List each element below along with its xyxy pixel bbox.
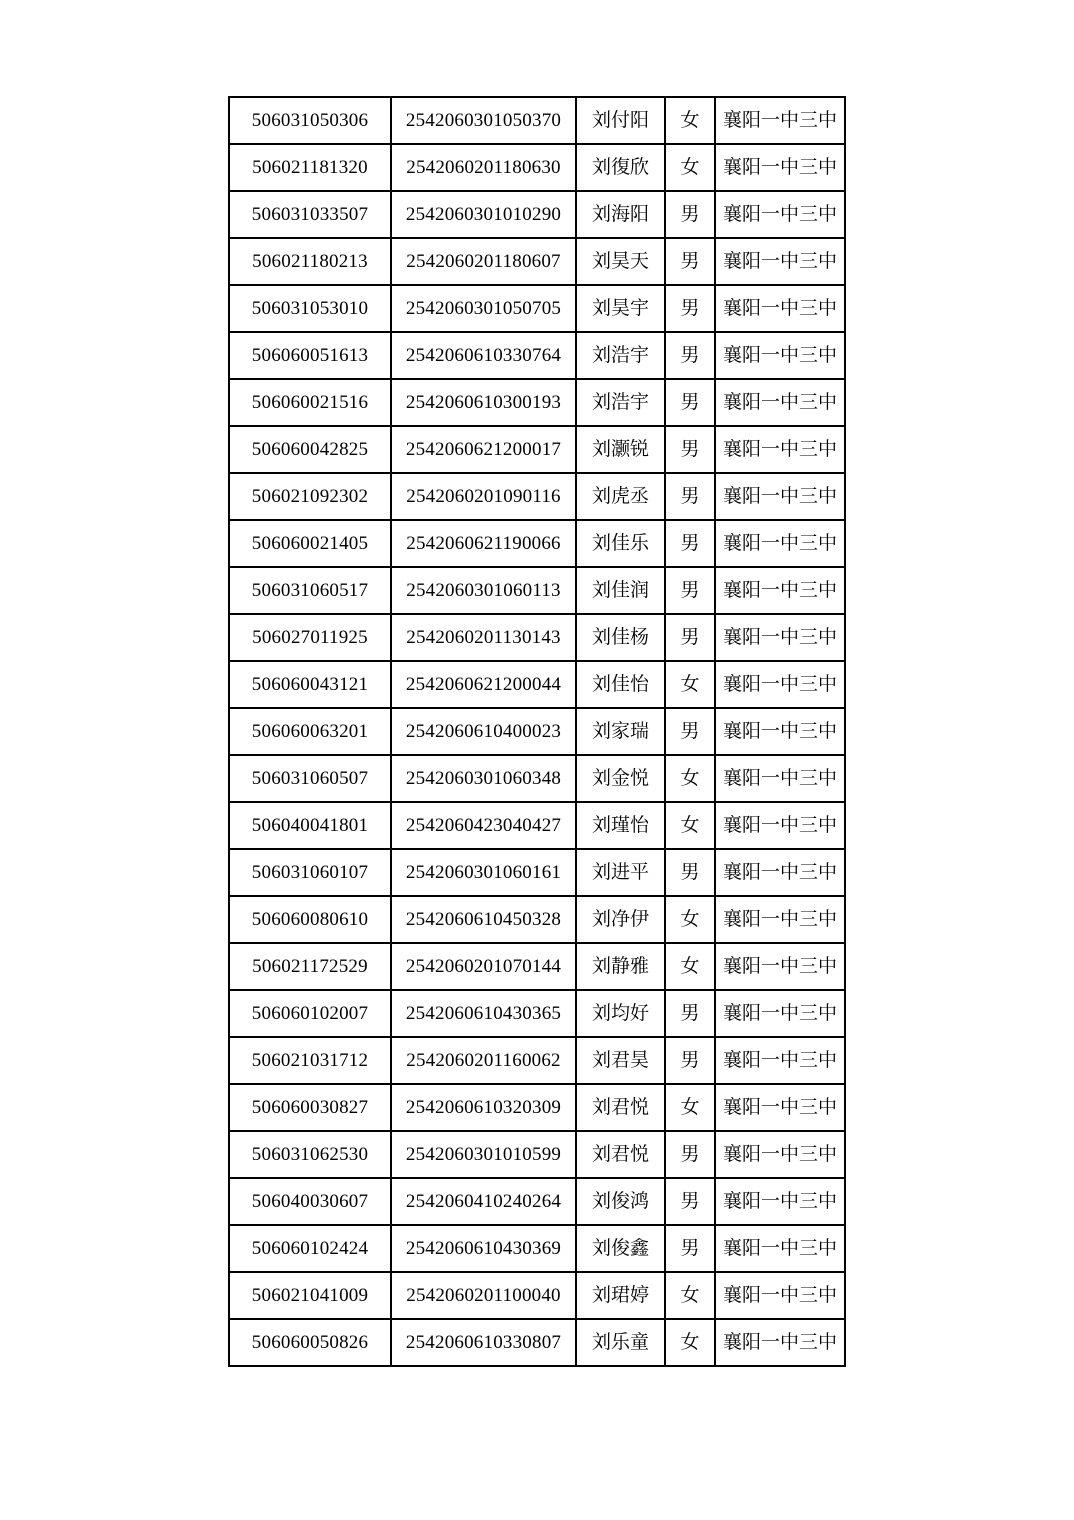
table-row bbox=[229, 802, 845, 849]
school-cell: 襄阳一中三中 bbox=[715, 943, 845, 990]
exam-number-cell: 506060021405 bbox=[229, 520, 391, 567]
exam-number-cell: 506040030607 bbox=[229, 1178, 391, 1225]
school-cell: 襄阳一中三中 bbox=[715, 708, 845, 755]
table-row bbox=[229, 144, 845, 191]
school-cell: 襄阳一中三中 bbox=[715, 520, 845, 567]
table-row bbox=[229, 567, 845, 614]
table-row bbox=[229, 1131, 845, 1178]
name-cell: 刘昊天 bbox=[576, 238, 665, 285]
exam-number-cell: 506060080610 bbox=[229, 896, 391, 943]
table-row bbox=[229, 520, 845, 567]
table-row bbox=[229, 661, 845, 708]
gender-cell: 男 bbox=[665, 990, 715, 1037]
registration-number-cell: 2542060201090116 bbox=[391, 473, 576, 520]
name-cell: 刘復欣 bbox=[576, 144, 665, 191]
school-cell: 襄阳一中三中 bbox=[715, 1319, 845, 1366]
registration-number-cell: 2542060301060113 bbox=[391, 567, 576, 614]
school-cell: 襄阳一中三中 bbox=[715, 1178, 845, 1225]
table-row bbox=[229, 755, 845, 802]
exam-number-cell: 506021172529 bbox=[229, 943, 391, 990]
gender-cell: 女 bbox=[665, 1319, 715, 1366]
exam-number-cell: 506031050306 bbox=[229, 97, 391, 144]
name-cell: 刘付阳 bbox=[576, 97, 665, 144]
student-list-table bbox=[228, 96, 846, 1367]
exam-number-cell: 506031060517 bbox=[229, 567, 391, 614]
name-cell: 刘佳怡 bbox=[576, 661, 665, 708]
registration-number-cell: 2542060410240264 bbox=[391, 1178, 576, 1225]
table-row bbox=[229, 426, 845, 473]
name-cell: 刘君悦 bbox=[576, 1131, 665, 1178]
table-row bbox=[229, 238, 845, 285]
registration-number-cell: 2542060301010599 bbox=[391, 1131, 576, 1178]
gender-cell: 男 bbox=[665, 520, 715, 567]
gender-cell: 男 bbox=[665, 708, 715, 755]
school-cell: 襄阳一中三中 bbox=[715, 849, 845, 896]
name-cell: 刘家瑞 bbox=[576, 708, 665, 755]
gender-cell: 男 bbox=[665, 849, 715, 896]
gender-cell: 男 bbox=[665, 1037, 715, 1084]
school-cell: 襄阳一中三中 bbox=[715, 1225, 845, 1272]
table-row bbox=[229, 990, 845, 1037]
table-row bbox=[229, 849, 845, 896]
name-cell: 刘海阳 bbox=[576, 191, 665, 238]
registration-number-cell: 2542060201130143 bbox=[391, 614, 576, 661]
registration-number-cell: 2542060201180607 bbox=[391, 238, 576, 285]
exam-number-cell: 506060063201 bbox=[229, 708, 391, 755]
school-cell: 襄阳一中三中 bbox=[715, 1131, 845, 1178]
exam-number-cell: 506021180213 bbox=[229, 238, 391, 285]
exam-number-cell: 506060043121 bbox=[229, 661, 391, 708]
registration-number-cell: 2542060301050705 bbox=[391, 285, 576, 332]
exam-number-cell: 506021092302 bbox=[229, 473, 391, 520]
gender-cell: 男 bbox=[665, 614, 715, 661]
gender-cell: 男 bbox=[665, 426, 715, 473]
gender-cell: 女 bbox=[665, 144, 715, 191]
school-cell: 襄阳一中三中 bbox=[715, 614, 845, 661]
school-cell: 襄阳一中三中 bbox=[715, 802, 845, 849]
name-cell: 刘佳润 bbox=[576, 567, 665, 614]
name-cell: 刘净伊 bbox=[576, 896, 665, 943]
school-cell: 襄阳一中三中 bbox=[715, 191, 845, 238]
name-cell: 刘佳杨 bbox=[576, 614, 665, 661]
school-cell: 襄阳一中三中 bbox=[715, 567, 845, 614]
gender-cell: 女 bbox=[665, 943, 715, 990]
school-cell: 襄阳一中三中 bbox=[715, 1037, 845, 1084]
table-row bbox=[229, 614, 845, 661]
exam-number-cell: 506021041009 bbox=[229, 1272, 391, 1319]
name-cell: 刘君悦 bbox=[576, 1084, 665, 1131]
name-cell: 刘虎丞 bbox=[576, 473, 665, 520]
name-cell: 刘均好 bbox=[576, 990, 665, 1037]
table-row bbox=[229, 379, 845, 426]
table-row bbox=[229, 943, 845, 990]
name-cell: 刘金悦 bbox=[576, 755, 665, 802]
gender-cell: 男 bbox=[665, 1178, 715, 1225]
registration-number-cell: 2542060610400023 bbox=[391, 708, 576, 755]
registration-number-cell: 2542060610430365 bbox=[391, 990, 576, 1037]
school-cell: 襄阳一中三中 bbox=[715, 755, 845, 802]
table-row bbox=[229, 332, 845, 379]
name-cell: 刘俊鑫 bbox=[576, 1225, 665, 1272]
gender-cell: 男 bbox=[665, 567, 715, 614]
gender-cell: 男 bbox=[665, 238, 715, 285]
registration-number-cell: 2542060301060161 bbox=[391, 849, 576, 896]
table-row bbox=[229, 1084, 845, 1131]
exam-number-cell: 506060050826 bbox=[229, 1319, 391, 1366]
exam-number-cell: 506040041801 bbox=[229, 802, 391, 849]
school-cell: 襄阳一中三中 bbox=[715, 332, 845, 379]
table-row bbox=[229, 708, 845, 755]
name-cell: 刘乐童 bbox=[576, 1319, 665, 1366]
exam-number-cell: 506060021516 bbox=[229, 379, 391, 426]
exam-number-cell: 506060102007 bbox=[229, 990, 391, 1037]
registration-number-cell: 2542060610450328 bbox=[391, 896, 576, 943]
school-cell: 襄阳一中三中 bbox=[715, 144, 845, 191]
gender-cell: 女 bbox=[665, 1272, 715, 1319]
registration-number-cell: 2542060301010290 bbox=[391, 191, 576, 238]
table-row bbox=[229, 97, 845, 144]
name-cell: 刘瑾怡 bbox=[576, 802, 665, 849]
registration-number-cell: 2542060621200017 bbox=[391, 426, 576, 473]
school-cell: 襄阳一中三中 bbox=[715, 285, 845, 332]
exam-number-cell: 506021031712 bbox=[229, 1037, 391, 1084]
table-row bbox=[229, 1225, 845, 1272]
school-cell: 襄阳一中三中 bbox=[715, 238, 845, 285]
name-cell: 刘俊鸿 bbox=[576, 1178, 665, 1225]
school-cell: 襄阳一中三中 bbox=[715, 1272, 845, 1319]
exam-number-cell: 506060030827 bbox=[229, 1084, 391, 1131]
school-cell: 襄阳一中三中 bbox=[715, 661, 845, 708]
school-cell: 襄阳一中三中 bbox=[715, 379, 845, 426]
gender-cell: 男 bbox=[665, 379, 715, 426]
school-cell: 襄阳一中三中 bbox=[715, 426, 845, 473]
table-row bbox=[229, 896, 845, 943]
registration-number-cell: 2542060301060348 bbox=[391, 755, 576, 802]
school-cell: 襄阳一中三中 bbox=[715, 473, 845, 520]
registration-number-cell: 2542060201070144 bbox=[391, 943, 576, 990]
gender-cell: 女 bbox=[665, 755, 715, 802]
exam-number-cell: 506031033507 bbox=[229, 191, 391, 238]
name-cell: 刘进平 bbox=[576, 849, 665, 896]
exam-number-cell: 506060102424 bbox=[229, 1225, 391, 1272]
exam-number-cell: 506060042825 bbox=[229, 426, 391, 473]
name-cell: 刘静雅 bbox=[576, 943, 665, 990]
registration-number-cell: 2542060201160062 bbox=[391, 1037, 576, 1084]
table-body bbox=[229, 97, 845, 1366]
registration-number-cell: 2542060621200044 bbox=[391, 661, 576, 708]
gender-cell: 男 bbox=[665, 191, 715, 238]
registration-number-cell: 2542060610330807 bbox=[391, 1319, 576, 1366]
registration-number-cell: 2542060201180630 bbox=[391, 144, 576, 191]
exam-number-cell: 506027011925 bbox=[229, 614, 391, 661]
registration-number-cell: 2542060423040427 bbox=[391, 802, 576, 849]
gender-cell: 男 bbox=[665, 1131, 715, 1178]
name-cell: 刘昊宇 bbox=[576, 285, 665, 332]
registration-number-cell: 2542060201100040 bbox=[391, 1272, 576, 1319]
gender-cell: 男 bbox=[665, 1225, 715, 1272]
gender-cell: 女 bbox=[665, 97, 715, 144]
table-row bbox=[229, 473, 845, 520]
exam-number-cell: 506031062530 bbox=[229, 1131, 391, 1178]
gender-cell: 男 bbox=[665, 285, 715, 332]
name-cell: 刘灏锐 bbox=[576, 426, 665, 473]
table-row bbox=[229, 285, 845, 332]
name-cell: 刘君昊 bbox=[576, 1037, 665, 1084]
name-cell: 刘珺婷 bbox=[576, 1272, 665, 1319]
table-row bbox=[229, 191, 845, 238]
school-cell: 襄阳一中三中 bbox=[715, 990, 845, 1037]
table-row bbox=[229, 1037, 845, 1084]
exam-number-cell: 506021181320 bbox=[229, 144, 391, 191]
exam-number-cell: 506031053010 bbox=[229, 285, 391, 332]
gender-cell: 男 bbox=[665, 332, 715, 379]
name-cell: 刘佳乐 bbox=[576, 520, 665, 567]
gender-cell: 女 bbox=[665, 896, 715, 943]
gender-cell: 女 bbox=[665, 661, 715, 708]
gender-cell: 男 bbox=[665, 473, 715, 520]
table-row bbox=[229, 1178, 845, 1225]
table-row bbox=[229, 1319, 845, 1366]
registration-number-cell: 2542060301050370 bbox=[391, 97, 576, 144]
gender-cell: 女 bbox=[665, 802, 715, 849]
registration-number-cell: 2542060621190066 bbox=[391, 520, 576, 567]
registration-number-cell: 2542060610330764 bbox=[391, 332, 576, 379]
table-row bbox=[229, 1272, 845, 1319]
exam-number-cell: 506031060107 bbox=[229, 849, 391, 896]
exam-number-cell: 506031060507 bbox=[229, 755, 391, 802]
exam-number-cell: 506060051613 bbox=[229, 332, 391, 379]
gender-cell: 女 bbox=[665, 1084, 715, 1131]
school-cell: 襄阳一中三中 bbox=[715, 1084, 845, 1131]
registration-number-cell: 2542060610300193 bbox=[391, 379, 576, 426]
school-cell: 襄阳一中三中 bbox=[715, 896, 845, 943]
name-cell: 刘浩宇 bbox=[576, 379, 665, 426]
name-cell: 刘浩宇 bbox=[576, 332, 665, 379]
school-cell: 襄阳一中三中 bbox=[715, 97, 845, 144]
registration-number-cell: 2542060610430369 bbox=[391, 1225, 576, 1272]
registration-number-cell: 2542060610320309 bbox=[391, 1084, 576, 1131]
